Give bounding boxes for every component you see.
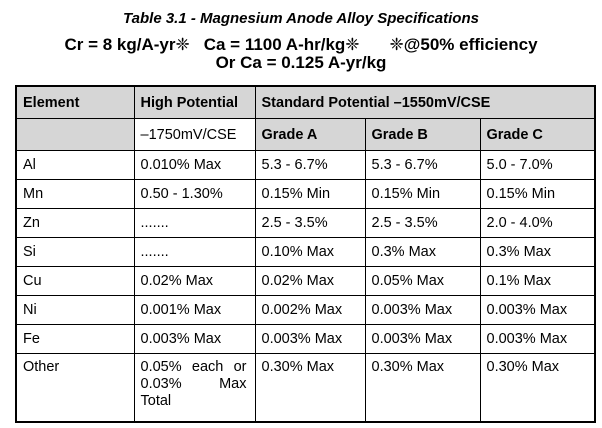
cell-element: Ni [16, 296, 134, 325]
formula-line-2: Or Ca = 0.125 A-yr/kg [215, 53, 387, 72]
capacity: Ca = 1100 A-hr/kg❈ [203, 35, 360, 54]
cell-high: ....... [134, 238, 255, 267]
subheader-row [16, 119, 595, 151]
other-high-line-2 [141, 376, 247, 393]
table-row [16, 267, 595, 296]
cell-grade-b: 0.05% Max [365, 267, 480, 296]
cell-high [134, 354, 255, 423]
subheader-empty [16, 119, 134, 151]
cell-grade-a: 2.5 - 3.5% [255, 209, 365, 238]
header-element: Element [16, 86, 134, 119]
header-row [16, 86, 595, 119]
cell-grade-a: 0.30% Max [255, 354, 365, 423]
cell-grade-b: 2.5 - 3.5% [365, 209, 480, 238]
cell-grade-c: 5.0 - 7.0% [480, 151, 595, 180]
cell-grade-c: 0.3% Max [480, 238, 595, 267]
word: Total [140, 393, 172, 409]
header-standard-potential: Standard Potential –1550mV/CSE [255, 86, 595, 119]
cell-grade-b: 5.3 - 6.7% [365, 151, 480, 180]
cell-high: 0.003% Max [134, 325, 255, 354]
table-title: Table 3.1 - Magnesium Anode Alloy Specifications [123, 10, 479, 27]
cell-high: ....... [134, 209, 255, 238]
table-row [16, 209, 595, 238]
cell-element: Other [16, 354, 134, 423]
cell-high: 0.001% Max [134, 296, 255, 325]
cell-grade-b: 0.30% Max [365, 354, 480, 423]
cell-element: Zn [16, 209, 134, 238]
cell-high: 0.010% Max [134, 151, 255, 180]
subheader-grade-c: Grade C [480, 119, 595, 151]
table-row [16, 325, 595, 354]
other-high-line-1 [141, 359, 247, 376]
table-row [16, 180, 595, 209]
cell-grade-c: 0.30% Max [480, 354, 595, 423]
other-high-line-3 [141, 393, 247, 410]
cell-grade-a: 0.002% Max [255, 296, 365, 325]
cell-grade-b: 0.3% Max [365, 238, 480, 267]
cell-grade-a: 0.10% Max [255, 238, 365, 267]
cell-grade-b: 0.003% Max [365, 325, 480, 354]
word: or [233, 359, 247, 375]
cell-element: Fe [16, 325, 134, 354]
subheader-high-potential-value: –1750mV/CSE [134, 119, 255, 151]
cell-grade-c: 0.1% Max [480, 267, 595, 296]
table-row [16, 296, 595, 325]
cell-grade-c: 0.003% Max [480, 325, 595, 354]
cell-grade-a: 0.15% Min [255, 180, 365, 209]
cell-element: Al [16, 151, 134, 180]
efficiency-note: ❈@50% efficiency [389, 35, 538, 54]
cell-grade-b: 0.003% Max [365, 296, 480, 325]
word: 0.05% [140, 359, 182, 375]
cell-grade-a: 5.3 - 6.7% [255, 151, 365, 180]
word: 0.03% [140, 376, 182, 392]
cell-grade-c: 2.0 - 4.0% [480, 209, 595, 238]
cell-high: 0.50 - 1.30% [134, 180, 255, 209]
alloy-spec-table [15, 85, 596, 423]
subheader-grade-a: Grade A [255, 119, 365, 151]
table-row [16, 354, 595, 423]
table-row [16, 238, 595, 267]
cell-element: Si [16, 238, 134, 267]
table-row [16, 151, 595, 180]
cell-grade-b: 0.15% Min [365, 180, 480, 209]
cell-element: Cu [16, 267, 134, 296]
word: each [191, 359, 224, 375]
cell-element: Mn [16, 180, 134, 209]
cell-grade-c: 0.003% Max [480, 296, 595, 325]
spec-formula [0, 36, 602, 72]
cell-grade-c: 0.15% Min [480, 180, 595, 209]
cell-grade-a: 0.02% Max [255, 267, 365, 296]
cell-grade-a: 0.003% Max [255, 325, 365, 354]
consumption-rate: Cr = 8 kg/A-yr❈ [64, 35, 190, 54]
word: Max [219, 376, 247, 392]
subheader-grade-b: Grade B [365, 119, 480, 151]
other-high-text [141, 359, 247, 410]
header-high-potential: High Potential [134, 86, 255, 119]
formula-line-1 [0, 36, 602, 54]
cell-high: 0.02% Max [134, 267, 255, 296]
